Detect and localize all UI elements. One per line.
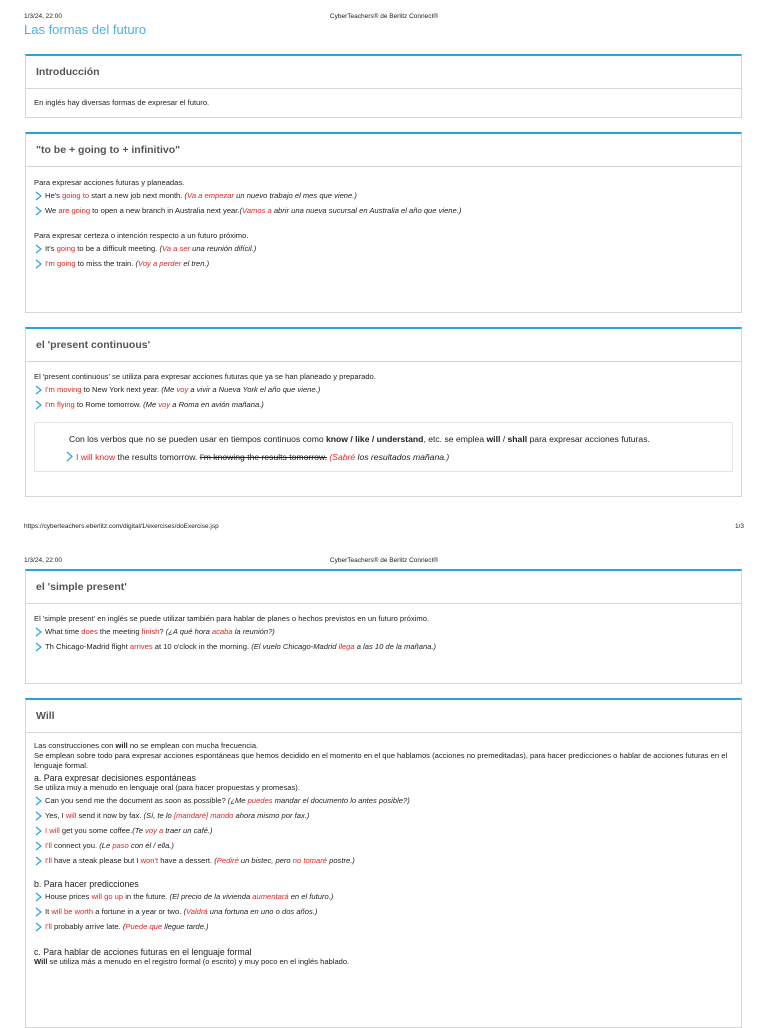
going-to-text-1: Para expresar acciones futuras y planeadas.	[34, 178, 185, 187]
example-item: What time does the meeting finish? (¿A qué hora acaba la reunión?)	[34, 627, 733, 637]
note-text: Con los verbos que no se pueden usar en tiempos continuos como know / like / understand, etc. se emplea will / shall para expresar acciones futuras.	[69, 434, 650, 444]
chevron-right-icon	[34, 811, 43, 821]
chevron-right-icon	[34, 892, 43, 902]
chevron-right-icon	[34, 856, 43, 866]
going-to-heading: "to be + going to + infinitivo"	[26, 134, 741, 167]
print-date: 1/3/24, 22:00	[24, 557, 62, 564]
example-item: Yes, I will send it now by fax. (Sí, te lo [mandaré] mando ahora mismo por fax.)	[34, 811, 733, 821]
app-name: CyberTeachers® de Berlitz Connect®	[329, 557, 439, 564]
example-item: I'm going to miss the train. (Voy a perder el tren.)	[34, 259, 733, 269]
will-text-1: Las construcciones con will no se emplean con mucha frecuencia.	[34, 741, 259, 750]
page-footer	[24, 523, 744, 533]
will-text-2: Se emplean sobre todo para expresar acciones espontáneas que hemos decidido en el momento en el que hablamos (acciones no premeditadas), para hacer predicciones o hablar de acciones futuras en el lenguaje formal.	[34, 751, 728, 770]
example-item: Th Chicago-Madrid flight arrives at 10 o'clock in the morning. (El vuelo Chicago-Madrid llega a las 10 de la mañana.)	[34, 642, 733, 652]
chevron-right-icon	[34, 206, 43, 216]
intro-heading: Introducción	[26, 56, 741, 89]
will-subtitle-b: b. Para hacer predicciones	[34, 879, 139, 889]
example-item: I will get you some coffee.(Te voy a traer un café.)	[34, 826, 733, 836]
example-item: I'm moving to New York next year. (Me voy a vivir a Nueva York el año que viene.)	[34, 385, 733, 395]
will-subtitle-a: a. Para expresar decisiones espontáneas	[34, 773, 196, 783]
app-name: CyberTeachers® de Berlitz Connect®	[329, 13, 439, 20]
simple-present-section	[25, 569, 742, 684]
example-item: I'll connect you. (Le paso con él / ella.)	[34, 841, 733, 851]
chevron-right-icon	[34, 841, 43, 851]
example-item: We are going to open a new branch in Australia next year.(Vamos a abrir una nueva sucursal en Australia el año que viene.)	[34, 206, 733, 216]
print-date: 1/3/24, 22:00	[24, 13, 62, 20]
note-box	[34, 422, 733, 472]
example-item: Can you send me the document as soon as possible? (¿Me puedes mandar el documento lo antes posible?)	[34, 796, 733, 806]
page-title: Las formas del futuro	[24, 22, 147, 37]
going-to-text-2: Para expresar certeza o intención respecto a un futuro próximo.	[34, 231, 249, 240]
present-continuous-section	[25, 327, 742, 497]
will-text-c: Will se utiliza más a menudo en el registro formal (o escrito) y muy poco en el inglés hablado.	[34, 957, 350, 966]
example-item: I'll probably arrive late. (Puede que llegue tarde.)	[34, 922, 733, 932]
chevron-right-icon	[34, 922, 43, 932]
will-subtitle-c: c. Para hablar de acciones futuras en el lenguaje formal	[34, 947, 252, 957]
chevron-right-icon	[34, 244, 43, 254]
present-continuous-text: El 'present continuous' se utiliza para expresar acciones futuras que ya se han planeado y preparado.	[34, 372, 376, 381]
example-item: It's going to be a difficult meeting. (Va a ser una reunión difícil.)	[34, 244, 733, 254]
chevron-right-icon	[34, 385, 43, 395]
present-continuous-heading: el 'present continuous'	[26, 329, 741, 362]
example-item: I'm flying to Rome tomorrow. (Me voy a Roma en avión mañana.)	[34, 400, 733, 410]
example-item: House prices will go up in the future. (El precio de la vivienda aumentará en el futuro.)	[34, 892, 733, 902]
chevron-right-icon	[34, 796, 43, 806]
will-section	[25, 698, 742, 1028]
page-url: https://cyberteachers.eberlitz.com/digital/1/exercises/doExercise.jsp	[24, 523, 219, 530]
chevron-right-icon	[34, 259, 43, 269]
example-item: I'll have a steak please but I won't have a dessert. (Pediré un bistec, pero no tomaré postre.)	[34, 856, 733, 866]
chevron-right-icon	[34, 826, 43, 836]
example-item: It will be worth a fortune in a year or two. (Valdrá una fortuna en uno o dos años.)	[34, 907, 733, 917]
chevron-right-icon	[34, 627, 43, 637]
will-text-a: Se utiliza muy a menudo en lenguaje oral (para hacer propuestas y promesas).	[34, 783, 300, 792]
will-heading: Will	[26, 700, 741, 733]
chevron-right-icon	[34, 642, 43, 652]
example-item: I will know the results tomorrow. I'm knowing the results tomorrow. (Sabré los resultados mañana.)	[65, 451, 720, 463]
chevron-right-icon	[65, 451, 74, 461]
chevron-right-icon	[34, 191, 43, 201]
page-number: 1/3	[734, 523, 744, 530]
chevron-right-icon	[34, 907, 43, 917]
simple-present-heading: el 'simple present'	[26, 571, 741, 604]
page-header	[24, 557, 744, 567]
chevron-right-icon	[34, 400, 43, 410]
intro-section	[25, 54, 742, 118]
going-to-section	[25, 132, 742, 313]
intro-text: En inglés hay diversas formas de expresar el futuro.	[34, 98, 210, 107]
simple-present-text: El 'simple present' en inglés se puede utilizar también para hablar de planes o hechos previstos en un futuro próximo.	[34, 614, 430, 623]
example-item: He's going to start a new job next month. (Va a empezar un nuevo trabajo el mes que viene.)	[34, 191, 733, 201]
